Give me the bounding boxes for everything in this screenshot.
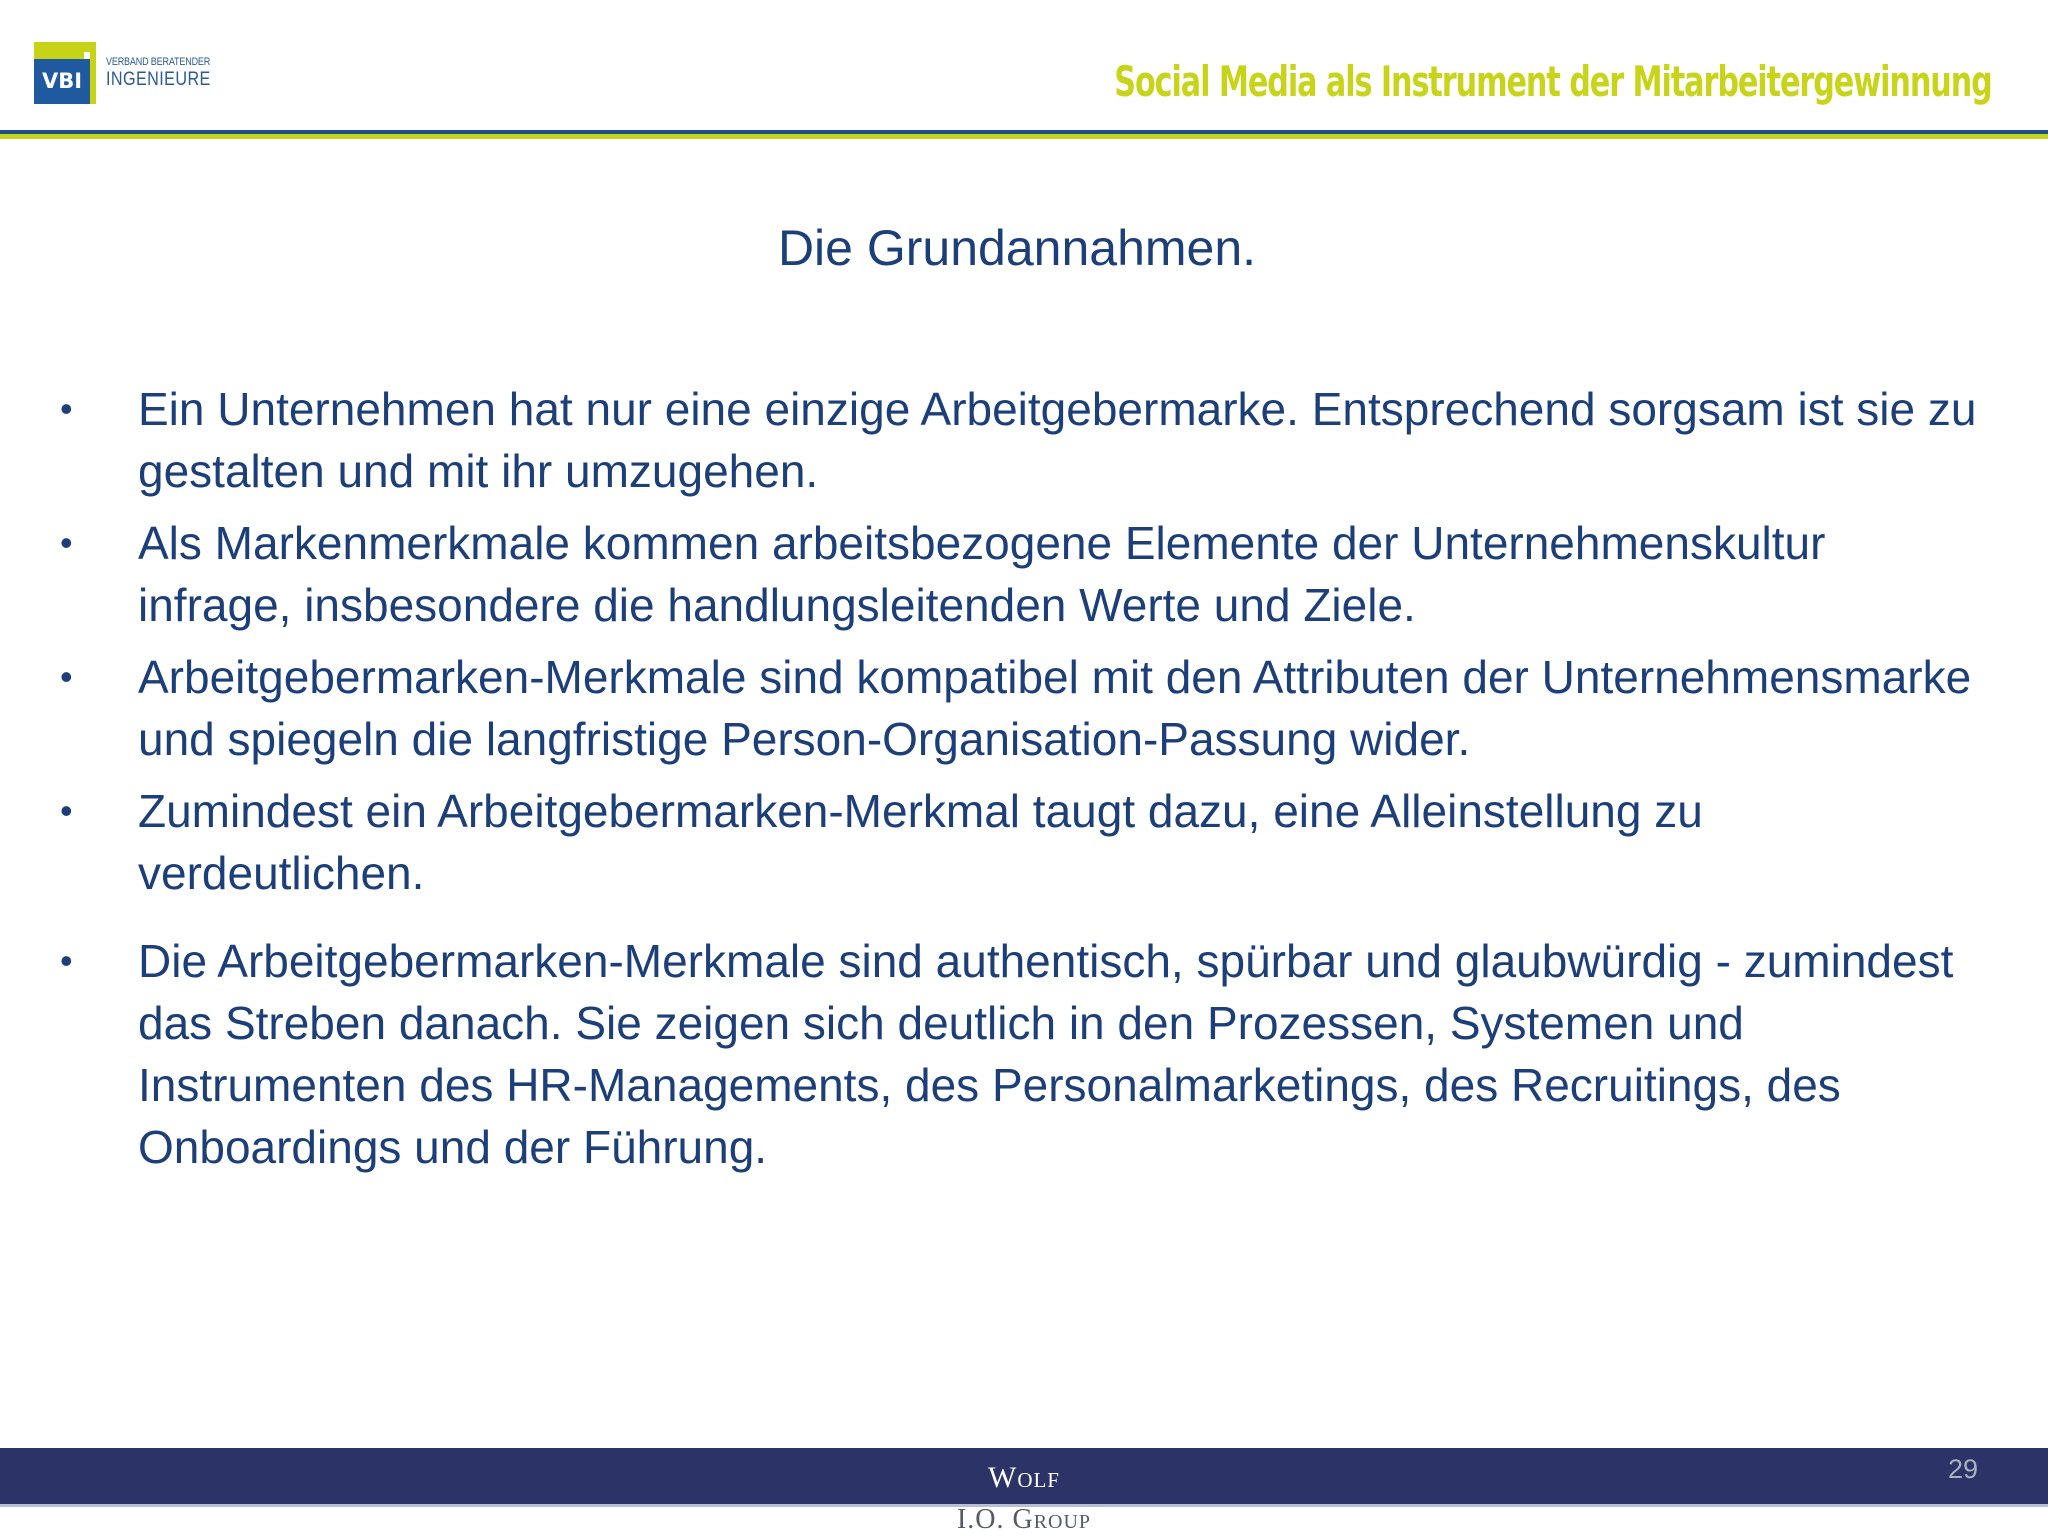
bullet-item xyxy=(56,378,1986,502)
logo-mark xyxy=(34,42,96,104)
bullet-list xyxy=(56,378,1986,1188)
header-title: Social Media als Instrument der Mitarbeitergewinnung xyxy=(1114,57,1992,106)
bullet-text: Ein Unternehmen hat nur eine einzige Arbeitgebermarke. Entsprechend sorgsam ist sie zu gestalten und mit ihr umzugehen. xyxy=(138,383,1977,497)
bullet-item xyxy=(56,512,1986,636)
logo-subline: VERBAND BERATENDER xyxy=(106,56,211,68)
logo-mainline: INGENIEURE xyxy=(106,69,211,90)
bullet-dot: • xyxy=(60,522,73,563)
bullet-item xyxy=(56,780,1986,904)
bullet-text: Zumindest ein Arbeitgebermarken-Merkmal taugt dazu, eine Alleinstellung zu verdeutlichen. xyxy=(138,785,1703,899)
bullet-dot: • xyxy=(60,656,73,697)
bullet-text: Die Arbeitgebermarken-Merkmale sind authentisch, spürbar und glaubwürdig - zumindest das Streben danach. Sie zeigen sich deutlich in den Prozessen, Systemen und Instrumenten des HR-Managements, des Personalmarketings, des Recruitings, des Onboardings und der Führung. xyxy=(138,935,1954,1173)
footer-brand-group: I.O. Group xyxy=(956,1504,1092,1535)
slide-heading: Die Grundannahmen. xyxy=(777,220,1257,276)
header-divider-green xyxy=(0,134,2048,139)
bullet-item xyxy=(56,646,1986,770)
bullet-dot: • xyxy=(60,388,73,429)
vbi-logo xyxy=(34,42,233,104)
bullet-text: Arbeitgebermarken-Merkmale sind kompatibel mit den Attributen der Unternehmensmarke und spiegeln die langfristige Person-Organisation-Passung wider. xyxy=(138,651,1972,765)
bullet-item xyxy=(56,930,1986,1178)
footer-brand-wolf: Wolf xyxy=(988,1461,1060,1494)
bullet-text: Als Markenmerkmale kommen arbeitsbezogene Elemente der Unternehmenskultur infrage, insbesondere die handlungsleitenden Werte und Ziele. xyxy=(138,517,1826,631)
bullet-dot: • xyxy=(60,790,73,831)
bullet-dot: • xyxy=(60,940,73,981)
logo-mark-accent xyxy=(84,52,90,59)
logo-text xyxy=(106,56,233,90)
logo-mark-text: VBI xyxy=(34,59,90,104)
page-number: 29 xyxy=(1947,1454,1978,1484)
